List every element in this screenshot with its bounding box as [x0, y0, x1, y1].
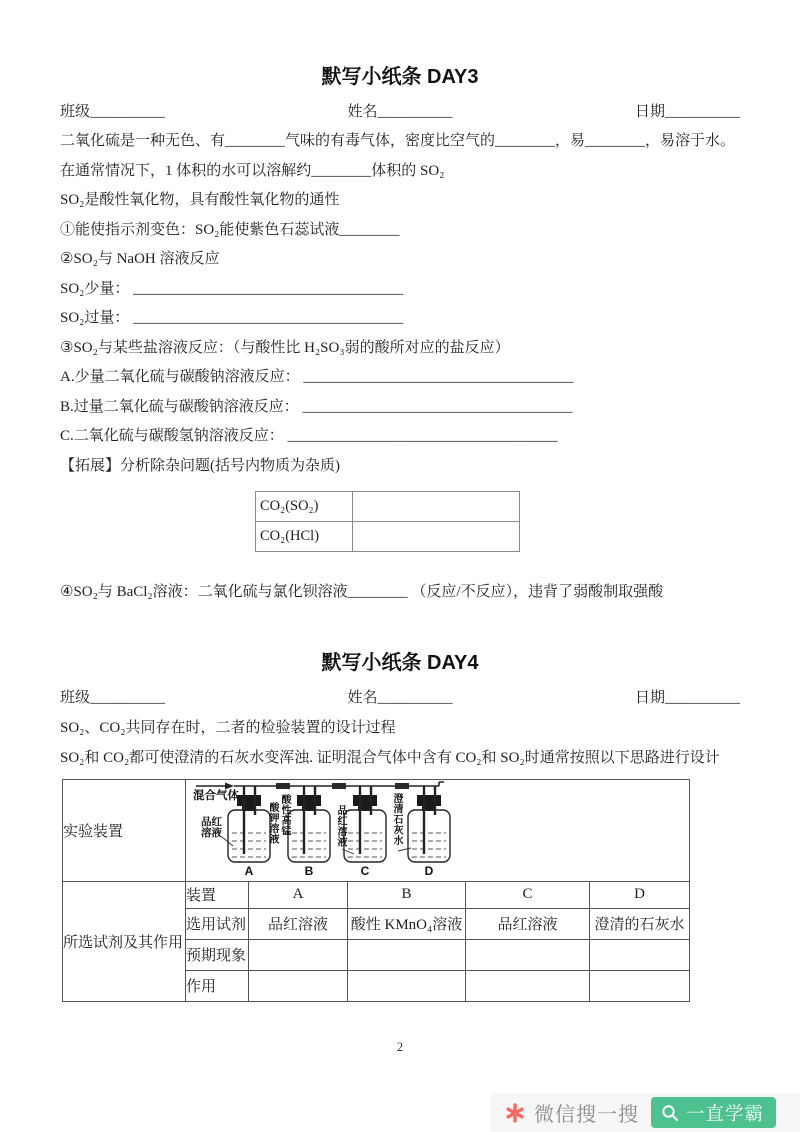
- substance-cell: CO₂(SO₂): [256, 492, 353, 522]
- text-line: B.过量二氧化硫与碳酸钠溶液反应： ____________________________________: [60, 398, 573, 415]
- bottle-b-reagent-label-right: 酸性高锰: [279, 793, 290, 836]
- header-cell: C: [466, 881, 590, 908]
- value-cell: 酸性 KMnO₄溶液: [348, 908, 466, 939]
- text-line: 在通常情况下，1 体积的水可以溶解约________体积的 SO₂: [60, 162, 445, 179]
- row-label-cell: 预期现象: [186, 939, 249, 970]
- mixed-gas-label: 混合气体: [193, 789, 239, 802]
- bottle-c-reagent-label: 品红溶液: [335, 804, 346, 847]
- table-row: [256, 492, 520, 522]
- bottle-letter: A: [244, 863, 254, 878]
- page-number: 2: [396, 1040, 404, 1054]
- day4-title: 默写小纸条 DAY4: [321, 651, 479, 674]
- expand-heading: 【拓展】分析除杂问题(括号内物质为杂质): [60, 457, 340, 474]
- header-cell: A: [249, 881, 348, 908]
- apparatus-diagram-cell: [186, 779, 690, 881]
- table-row: [256, 522, 520, 552]
- wechat-search-logo-icon: [504, 1102, 526, 1124]
- text-line: C.二氧化硫与碳酸氢钠溶液反应： ____________________________________: [60, 428, 558, 444]
- day3-title: 默写小纸条 DAY3: [321, 66, 479, 88]
- value-cell: 品红溶液: [249, 908, 348, 939]
- magnifier-icon: [660, 1103, 680, 1123]
- apparatus-row: [63, 779, 690, 881]
- value-cell: [590, 939, 690, 970]
- day3-header-row: [60, 100, 740, 124]
- watermark-search-badge: [651, 1097, 776, 1128]
- header-cell: D: [590, 881, 690, 908]
- class-blank: 班级__________: [60, 689, 166, 706]
- watermark-button-label: 一直学霸: [686, 1102, 765, 1124]
- class-blank: 班级__________: [60, 104, 166, 120]
- header-cell: B: [348, 881, 466, 908]
- substance-cell: CO₂(HCl): [256, 522, 353, 552]
- bottle-letter: D: [424, 863, 434, 878]
- text-line: ③SO₂与某些盐溶液反应：（与酸性比 H₂SO₃弱的酸所对应的盐反应）: [60, 339, 510, 356]
- device-header-row: [63, 881, 690, 908]
- date-blank: 日期__________: [634, 104, 740, 120]
- watermark-brand-text: 微信搜一搜: [534, 1104, 639, 1126]
- row-label-cell: 作用: [186, 970, 249, 1001]
- value-cell: [249, 970, 348, 1001]
- name-blank: 姓名__________: [347, 689, 453, 706]
- apparatus-diagram: [192, 781, 474, 881]
- bottle-b-reagent-label-left: 酸钾溶液: [267, 801, 278, 844]
- date-blank: 日期__________: [634, 689, 740, 706]
- text-line: SO₂和 CO₂都可使澄清的石灰水变浑浊. 证明混合气体中含有 CO₂和 SO₂时通常按照以下思路进行设计: [60, 749, 720, 766]
- value-cell: 澄清的石灰水: [590, 908, 690, 939]
- day4-header-row: [60, 686, 740, 710]
- method-cell: [353, 522, 520, 552]
- row-label-cell: 选用试剂: [186, 908, 249, 939]
- text-line: SO₂是酸性氧化物，具有酸性氧化物的通性: [60, 192, 340, 208]
- watermark-bar: [490, 1093, 800, 1132]
- bottle-letter: B: [304, 863, 314, 878]
- text-line: ④SO₂与 BaCl₂溶液：二氧化硫与氯化钡溶液________ （反应/不反应），违背了弱酸制取强酸: [60, 584, 664, 600]
- name-blank: 姓名__________: [347, 104, 453, 120]
- bottle-d-reagent-label: 澄清石灰水: [391, 792, 402, 845]
- value-cell: [466, 970, 590, 1001]
- value-cell: [249, 939, 348, 970]
- text-line: ②SO₂与 NaOH 溶液反应: [60, 251, 220, 267]
- text-line: SO₂少量： ____________________________________: [60, 280, 404, 297]
- apparatus-reagent-table: [62, 779, 690, 1002]
- bottle-letter: C: [360, 863, 370, 878]
- text-line: ①能使指示剂变色：SO₂能使紫色石蕊试液________: [60, 221, 400, 238]
- purification-table: [255, 491, 520, 552]
- method-cell: [353, 492, 520, 522]
- value-cell: [590, 970, 690, 1001]
- value-cell: [348, 970, 466, 1001]
- text-line: 二氧化硫是一种无色、有________气味的有毒气体，密度比空气的________，易________，易溶于水。: [60, 133, 736, 149]
- value-cell: [348, 939, 466, 970]
- text-line: SO₂过量： ____________________________________: [60, 310, 404, 326]
- bottle-a-reagent-label: 品红溶液: [201, 815, 222, 839]
- reagent-section-label: 所选试剂及其作用: [63, 881, 186, 1001]
- value-cell: [466, 939, 590, 970]
- header-cell: 装置: [186, 881, 249, 908]
- text-line: SO₂、CO₂共同存在时，二者的检验装置的设计过程: [60, 719, 396, 736]
- value-cell: 品红溶液: [466, 908, 590, 939]
- apparatus-row-label: 实验装置: [63, 779, 186, 881]
- text-line: A.少量二氧化硫与碳酸钠溶液反应： ____________________________________: [60, 369, 574, 385]
